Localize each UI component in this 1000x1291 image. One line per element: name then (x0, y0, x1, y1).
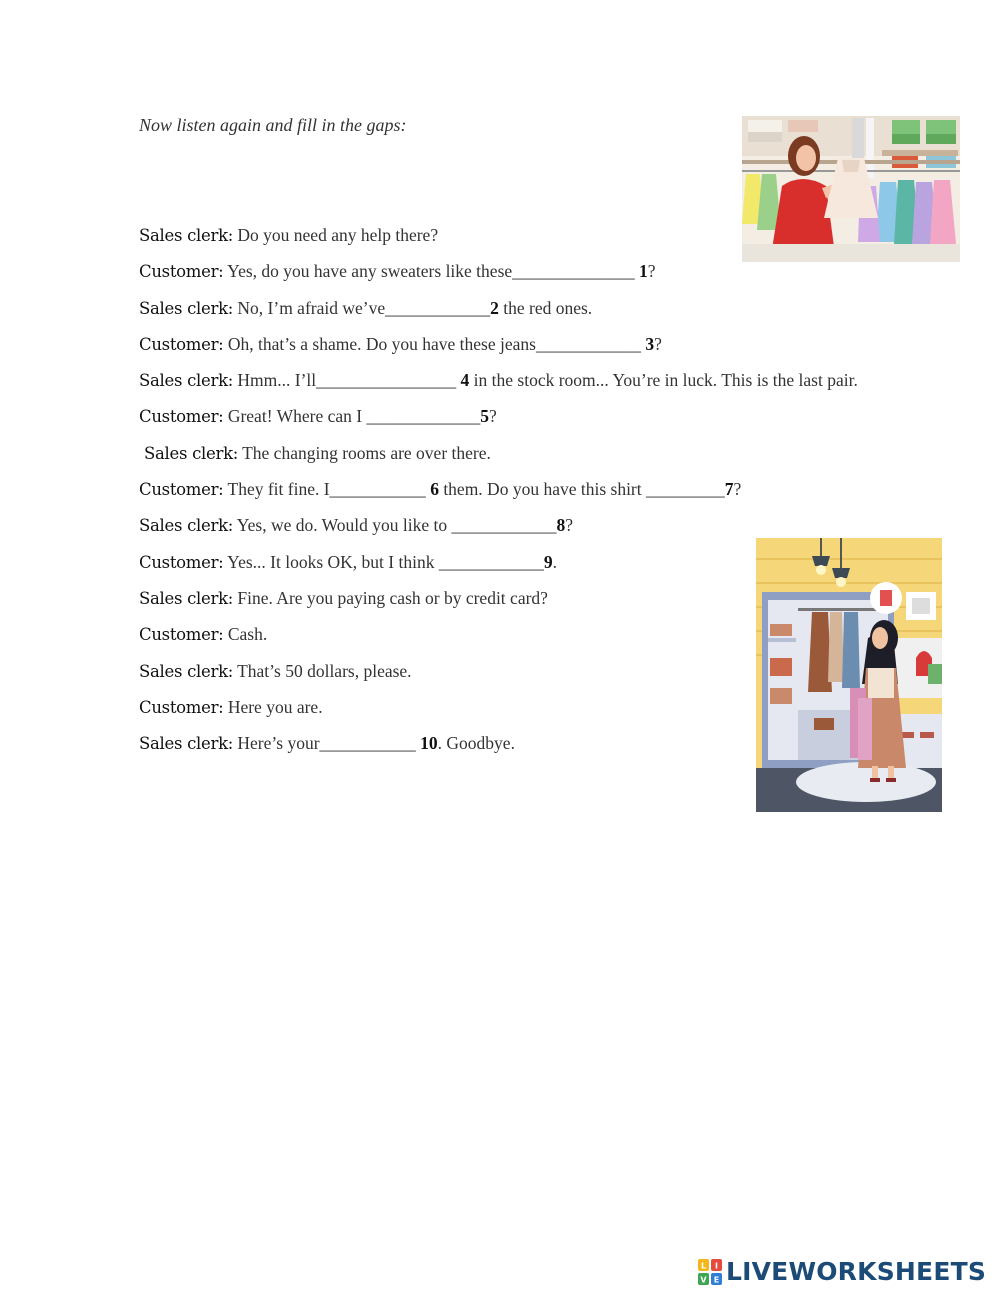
gap-number: 8 (556, 515, 566, 536)
gap-number: 9 (543, 551, 553, 572)
speaker-label: Sales clerk: (139, 588, 234, 608)
line-text: That’s 50 dollars, please. (233, 660, 412, 681)
speaker-label: Sales clerk: (139, 661, 234, 681)
line-text: Yes, do you have any sweaters like these______________ (223, 261, 640, 282)
line-text: the red ones. (498, 297, 593, 318)
line-text: Cash. (223, 624, 268, 645)
line-text: ? (733, 479, 742, 500)
line-text: Here’s your___________ (233, 733, 421, 754)
logo-letter: V (700, 1275, 707, 1284)
dialogue-line (139, 478, 869, 501)
boutique-illustration (756, 538, 942, 812)
speaker-label: Customer: (139, 407, 224, 427)
dialogue-line (139, 442, 869, 465)
speaker-label: Customer: (139, 480, 224, 500)
speaker-label: Sales clerk: (144, 443, 239, 463)
speaker-label: Sales clerk: (139, 226, 234, 245)
line-text: Here you are. (223, 696, 323, 717)
line-text: . Goodbye. (437, 733, 515, 754)
dialogue-line (139, 514, 869, 537)
logo-text: LIVEWORKSHEETS (726, 1257, 987, 1286)
speaker-label: Sales clerk: (139, 298, 234, 318)
speaker-label: Sales clerk: (139, 734, 234, 754)
line-text: Fine. Are you paying cash or by credit card? (233, 587, 548, 608)
line-text: in the stock room... You’re in luck. This is the last pair. (469, 370, 858, 391)
gap-number: 2 (490, 297, 499, 318)
gap-number: 7 (724, 479, 734, 500)
line-text: Hmm... I’ll________________ (233, 370, 461, 391)
speaker-label: Customer: (139, 262, 224, 282)
gap-number: 5 (480, 406, 489, 427)
dialogue-line (139, 369, 869, 392)
line-text: Do you need any help there? (233, 225, 439, 245)
speaker-label: Customer: (139, 697, 224, 717)
dialogue-line (139, 260, 869, 283)
dialogue-line (139, 333, 869, 356)
gap-number: 4 (460, 370, 470, 391)
logo-letter: E (713, 1275, 720, 1284)
line-text: ? (647, 261, 656, 282)
dialogue-line (139, 405, 869, 428)
line-text: ? (654, 333, 662, 354)
gap-number: 3 (645, 333, 655, 354)
gap-number: 10 (420, 733, 438, 754)
line-text: Yes... It looks OK, but I think ____________ (223, 551, 544, 572)
liveworksheets-logo (698, 1257, 986, 1286)
speaker-label: Customer: (139, 552, 224, 572)
line-text: The changing rooms are over there. (238, 442, 491, 463)
gap-number: 1 (639, 261, 648, 282)
dialogue-line (139, 297, 869, 320)
speaker-label: Customer: (139, 334, 224, 354)
logo-letter: L (700, 1261, 707, 1270)
line-text: ? (488, 406, 497, 427)
instruction-text: Now listen again and fill in the gaps: (139, 115, 407, 135)
logo-mark-icon (698, 1259, 722, 1285)
line-text: Oh, that’s a shame. Do you have these jeans____________ (223, 333, 646, 354)
line-text: They fit fine. I___________ (223, 479, 431, 500)
speaker-label: Sales clerk: (139, 516, 234, 536)
line-text: Great! Where can I _____________ (223, 406, 481, 427)
logo-letter: I (715, 1261, 718, 1270)
line-text: No, I’m afraid we’ve____________ (233, 297, 491, 318)
gap-number: 6 (430, 479, 439, 500)
line-text: them. Do you have this shirt _________ (438, 479, 725, 500)
line-text: . (552, 551, 557, 572)
line-text: Yes, we do. Would you like to ____________ (233, 515, 557, 536)
speaker-label: Sales clerk: (139, 371, 234, 391)
speaker-label: Customer: (139, 625, 224, 645)
line-text: ? (565, 515, 574, 536)
dialogue-line (139, 224, 869, 247)
